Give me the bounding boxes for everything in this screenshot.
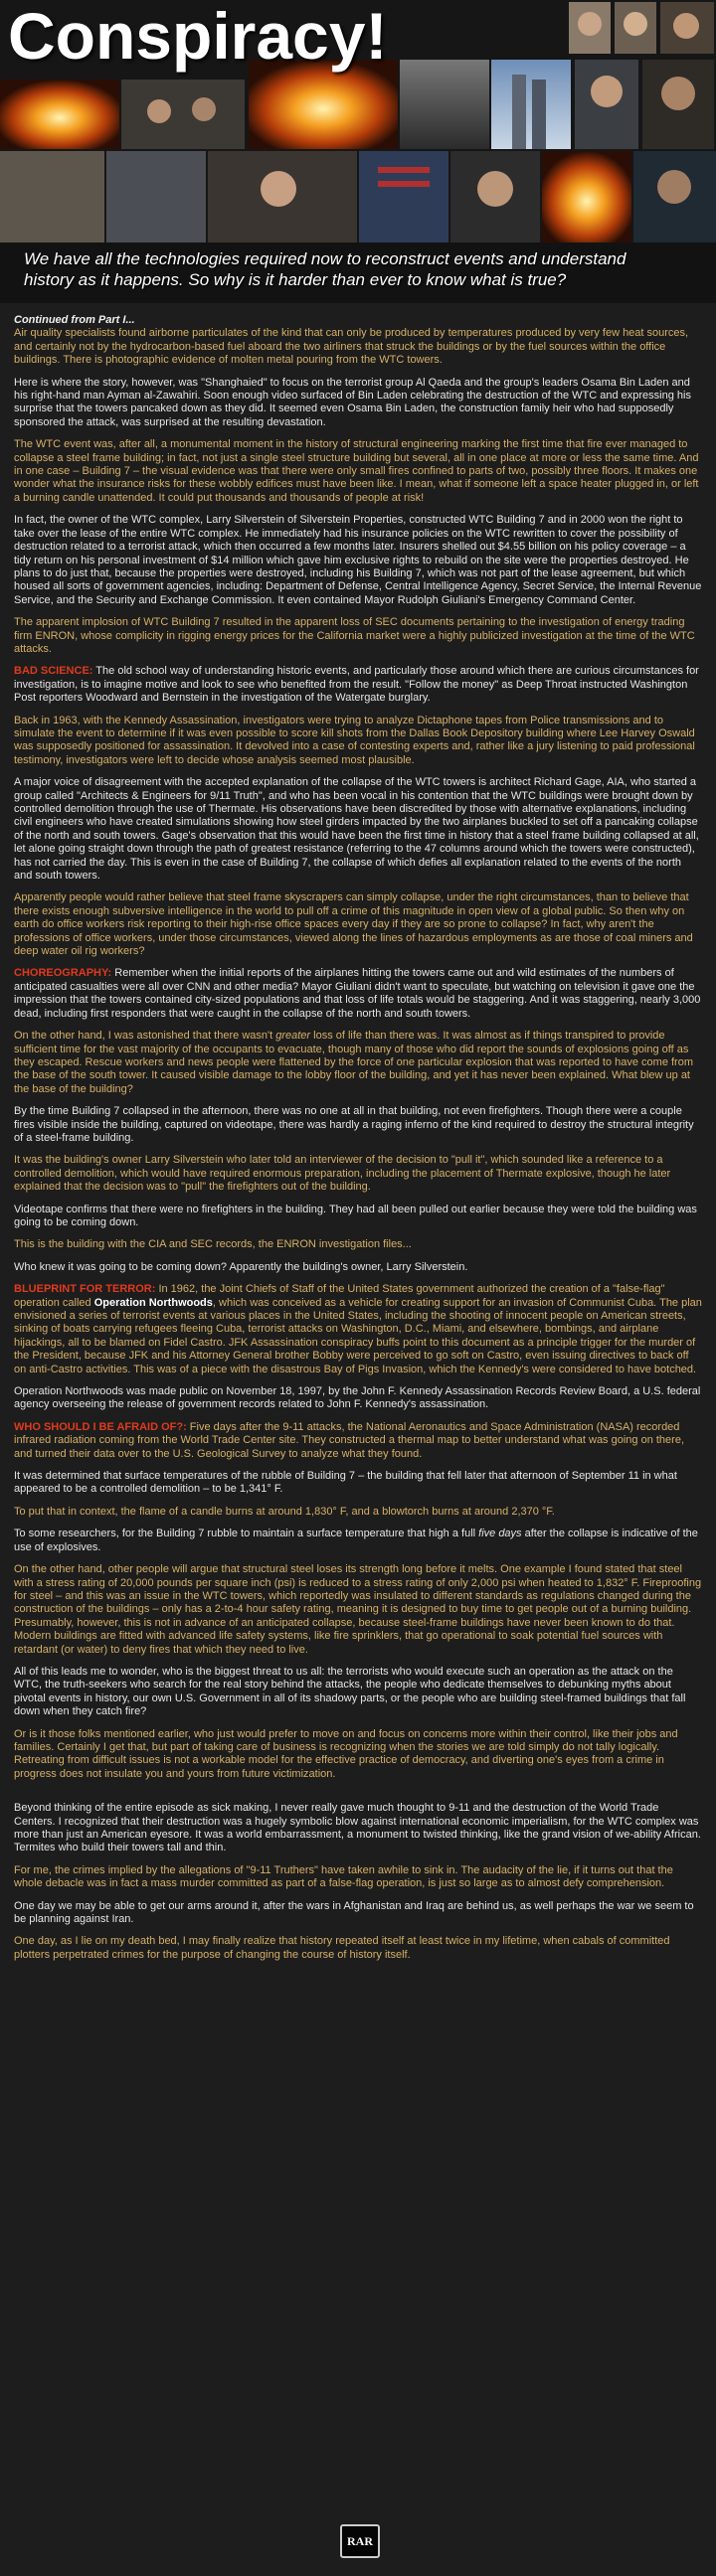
paragraph: The WTC event was, after all, a monumental moment in the history of structural engineering marking the first time that fire ever managed to collapse a steel frame building; in fact, not just a single steel structure building but several, all in one place at more or less the same time. And in one case – Building 7 – the visual evidence was that there were only small fires confined to parts of two, possibly three floors. It makes one wonder what the insurance risks for these wobbly edifices must have been like. I mean, what if someone left a space heater plugged in, or left a burning candle unattended. It could put thousands and thousands of people at risk!: [14, 438, 699, 504]
section-label-bad-science: BAD SCIENCE:: [14, 665, 93, 678]
flag-stripes: [378, 181, 430, 187]
paragraph: One day we may be able to get our arms around it, after the wars in Afghanistan and Iraq are behind us, as well perhaps the war we seem to be planning against Iran.: [14, 1899, 694, 1926]
site-logo[interactable]: RAR: [340, 2524, 380, 2558]
portrait-face: [673, 13, 699, 39]
header-banner: [0, 0, 716, 303]
paragraph: Operation Northwoods was made public on November 18, 1997, by the John F. Kennedy Assassination Records Review Board, a U.S. federal agency overseeing the release of government records related to John F. Kennedy's assassination.: [14, 1385, 701, 1411]
portrait-face: [477, 171, 513, 207]
paragraph-text: Air quality specialists found airborne particulates of the kind that can only be produced by temperatures produced by very few heat sources, and certainly not by the hydrocarbon-based fuel aboard the two airliners that struck the buildings or by the fuel sources within the office buildings. There is photographic evidence of molten metal pouring from the WTC towers.: [14, 327, 689, 367]
paragraph: Apparently people would rather believe that steel frame skyscrapers can simply collapse, under the right circumstances, than to believe that there exists enough subversive intelligence in the world to pull off a crime of this magnitude in open view of a global public. So then why on earth do office workers risk reporting to their high-rise office spaces every day if they are so prone to collapse? In fact, why aren't the professions of office workers, under those circumstances, viewed along the lines of hazardous employments as are those of coal miners and deep water oil rig workers?: [14, 891, 693, 958]
portrait-face: [147, 99, 171, 123]
portrait-face: [624, 12, 647, 36]
paragraph-text: In 1962, the Joint Chiefs of Staff of the United States government authorized the creation of a "false-flag" operation called: [14, 1283, 665, 1309]
portrait-face: [261, 171, 296, 207]
paragraph-text: On the other hand, I was astonished that there wasn't: [14, 1030, 276, 1043]
portrait-face: [578, 12, 602, 36]
paragraph-text: Five days after the 9-11 attacks, the National Aeronautics and Space Administration (NASA) recorded infrared radiation coming from the World Trade Center site. They constructed a thermal map to better understand what was going on there, and turned their data over to the U.S. Geological Survey to analyze what they found.: [14, 1420, 685, 1460]
emphasis-text: greater: [275, 1030, 311, 1043]
article-body: [14, 314, 702, 1971]
explosion-photo: [542, 151, 631, 242]
section-spacer: [14, 1790, 702, 1802]
paragraph-text: Remember when the initial reports of the airplanes hitting the towers came out and wild estimates of the numbers of anticipated casualties were all over CNN and other media? Mayor Giuliani didn't want to speculate, but watching on television it gave one the impression that the towers contained city-sized populations and that loss of life totals would be staggering. And it was staggering, nearly 3,000 dead, including first responders that were caught in the collapse of the north and south towers.: [14, 967, 701, 1020]
paragraph: [14, 1283, 702, 1376]
paragraph: All of this leads me to wonder, who is the biggest threat to us all: the terrorists who would execute such an operation as the attack on the WTC, the truth-seekers who search for the real story behind the attacks, the people who dedicate themselves to debunking myths about pivotal events in history, our own U.S. Government in all of its shadowy parts, or the people who are building steel-framed buildings that fall down when they catch fire?: [14, 1665, 686, 1718]
portrait-face: [192, 97, 216, 121]
tower-left: [512, 75, 526, 149]
paragraph: On the other hand, other people will argue that structural steel loses its strength long before it melts. One example I found stated that steel with a stress rating of 20,000 pounds per square inch (psi) is reduced to a stress rating of only 2,000 psi when heated to 1,832° F. Fireproofing for steel – and this was an issue in the WTC towers, which reportedly was insulated to different standards as regulations changed during the construction of the buildings – only has a 2-to-4 hour safety rating, meaning it is designed to buy time to get people out of a burning building. Presumably, however, this is not in advance of an anticipated collapse, because steel-frame buildings have never been known to do that. Modern buildings are fitted with advanced life safety systems, like fire sprinklers, that go operational to soak potential fuel sources with retardant (or water) to deny fires that which they need to live.: [14, 1563, 702, 1656]
intro-paragraph: [14, 314, 702, 368]
paragraph: One day, as I lie on my death bed, I may finally realize that history repeated itself at least twice in my lifetime, when cabals of committed plotters perpetrated crimes for the purpose of changing the course of history itself.: [14, 1935, 670, 1961]
document-photo: [0, 151, 104, 242]
explosion-photo: [0, 80, 119, 149]
flag-photo: [359, 151, 448, 242]
tower-right: [532, 80, 546, 149]
paragraph: In fact, the owner of the WTC complex, Larry Silverstein of Silverstein Properties, constructed WTC Building 7 and in 2000 won the right to take over the lease of the entire WTC complex. He immediately had his insurance policies on the WTC rewritten to cover the possibility of destruction related to a terrorist attack, which then occurred a few months later. Insurers shelled out $4.55 billion on his policy coverage – a tidy return on his personal investment of $14 million which gave him exclusive rights to rebuild on the site were the properties destroyed. He plans to do just that, because the properties were destroyed, including his Building 7, which was not part of the lease agreement, but which housed all sorts of government agencies, including: Department of Defense, Central Intelligence Agency, Secret Service, the Internal Revenue Service, and the Security and Exchange Commission. It even contained Mayor Rudolph Giuliani's Emergency Command Center.: [14, 514, 702, 606]
towers-photo: [491, 60, 571, 149]
section-label-afraid: WHO SHOULD I BE AFRAID OF?:: [14, 1420, 187, 1433]
building-photo: [106, 151, 206, 242]
paragraph: [14, 967, 702, 1021]
paragraph-text: To some researchers, for the Building 7 rubble to maintain a surface temperature that high a full: [14, 1528, 479, 1540]
paragraph: By the time Building 7 collapsed in the afternoon, there was no one at all in that building, not even firefighters. Though there were a couple fires visible inside the building, captured on videotape, there was hardly a raging inferno of the kind required to destroy the structural integrity of a steel-frame building.: [14, 1105, 694, 1144]
paragraph: It was the building's owner Larry Silverstein who later told an interviewer of the decision to "pull it", which sounded like a reference to a controlled demolition, which would have required enormous preparation, including the placement of Thermate explosive, though he later explained that the decision was to "pull" the firefighters out of the building.: [14, 1154, 671, 1194]
portrait-face: [591, 76, 623, 107]
paragraph: This is the building with the CIA and SEC records, the ENRON investigation files...: [14, 1238, 412, 1251]
portrait-face: [661, 77, 695, 110]
paragraph: [14, 1421, 702, 1461]
paragraph: [14, 665, 702, 705]
portrait-face: [657, 170, 691, 204]
paragraph: Or is it those folks mentioned earlier, who just would prefer to move on and focus on concerns more within their control, like their jobs and families. Certainly I get that, but part of taking care of business is recognizing when the stories we are told simply do not tally logically. Retreating from difficult issues is not a workable model for the effective practice of democracy, and diverting one's eyes from a crime in progress does not insulate you and yours from future victimization.: [14, 1727, 678, 1780]
paragraph: [14, 1030, 702, 1096]
explosion-photo: [249, 60, 398, 149]
paragraph: Beyond thinking of the entire episode as sick making, I never really gave much thought to 9-11 and the destruction of the World Trade Centers. I recognized that their destruction was a hugely symbolic blow against international economic imperialism, for the WTC complex was more than just an American eyesore. It was a world embarrassment, a monument to twisted thinking, like the grand vision of we-ability African. Termites who build their towers tall and thin.: [14, 1802, 701, 1854]
paragraph: Here is where the story, however, was "Shanghaied" to focus on the terrorist group Al Qaeda and the group's leaders Osama Bin Laden and his right-hand man Ayman al-Zawahiri. Soon enough video surfaced of Bin Laden celebrating the destruction of the WTC and expressing his surprise that the towers pancaked down as they did. It seemed even Osama Bin Laden, the construction family heir who had supposedly sponsored the attack, was surprised at the resulting devastation.: [14, 376, 691, 428]
paragraph: Videotape confirms that there were no firefighters in the building. They had all been pulled out earlier because they were told the building was going to be coming down.: [14, 1203, 697, 1228]
smoke-photo: [400, 60, 489, 149]
tagline: We have all the technologies required now to reconstruct events and understand history as it happens. So why is it harder than ever to know what is true?: [24, 249, 626, 289]
paragraph: It was determined that surface temperatures of the rubble of Building 7 – the building that fell later that afternoon of September 11 in what appeared to be a controlled demolition – to be 1,341° F.: [14, 1470, 677, 1496]
section-label-blueprint: BLUEPRINT FOR TERROR:: [14, 1283, 156, 1296]
paragraph: Who knew it was going to be coming down? Apparently the building's owner, Larry Silverstein.: [14, 1260, 468, 1273]
page-title: Conspiracy!: [8, 0, 388, 73]
paragraph: The apparent implosion of WTC Building 7 resulted in the apparent loss of SEC documents pertaining to the investigation of energy trading firm ENRON, whose complicity in rigging energy prices for the California market were a highly publicized investigation at the time of the WTC attacks.: [14, 616, 695, 655]
crowd-photo: [121, 80, 245, 149]
paragraph: Back in 1963, with the Kennedy Assassination, investigators were trying to analyze Dictaphone tapes from Police transmissions and to simulate the event to determine if it was even possible to score kill shots from the Dallas Book Depository building where Lee Harvey Oswald was supposedly positioned for assassination. It devolved into a case of contesting experts and, rather like a jury listening to paid professional testimony, investigators were left to decide whose analysis seemed most plausible.: [14, 714, 695, 766]
paragraph: To put that in context, the flame of a candle burns at around 1,830° F, and a blowtorch burns at around 2,370 °F.: [14, 1505, 555, 1518]
flag-stripes: [378, 167, 430, 173]
paragraph: [14, 1528, 702, 1554]
paragraph-text: , which was conceived as a vehicle for creating support for an invasion of Communist Cuba. The plan envisioned a series of terrorist events at various places in the United States, including the shooting of innocent people on American streets, sinking of boats carrying refugees fleeing Cuba, terrorist attacks on Washington, D.C., Miami, and elsewhere, bombings, and airplane hijackings, all to be blamed on Fidel Castro. JFK Assassination conspiracy buffs point to this document as a principle trigger for the murder of the President, because JFK and his Attorney General brother Bobby were perceived to go soft on Castro, even issuing directives to back off on anti-Castro activities. This was of a piece with the disastrous Bay of Pigs Invasion, which the Kennedy's were considered to have botched.: [14, 1296, 702, 1375]
paragraph: For me, the crimes implied by the allegations of "9-11 Truthers" have taken awhile to sink in. The audacity of the lie, if it turns out that the whole debacle was in fact a mass murder committed as part of a false-flag operation, is just so large as to almost defy comprehension.: [14, 1863, 673, 1890]
paragraph-text: loss of life than there was. It was almost as if things transpired to provide sufficient time for the vast majority of the occupants to evacuate, though many of those who did report the sounds of explosions going off as they escaped. Rescue workers and news people were flattened by the force of one particular explosion that was reported to have come from the base of the south tower. It caused visible damage to the lobby floor of the building, and yet it has never been explained. What blew up at the base of the building?: [14, 1030, 693, 1095]
continued-heading: Continued from Part I...: [14, 314, 135, 326]
paragraph-text: after the collapse is indicative of the use of explosives.: [14, 1528, 698, 1553]
section-label-choreography: CHOREOGRAPHY:: [14, 967, 112, 980]
paragraph: A major voice of disagreement with the accepted explanation of the collapse of the WTC towers is architect Richard Gage, AIA, who started a group called "Architects & Engineers for 9/11 Truth", and who has been vocal in his contention that the WTC buildings were brought down by controlled demolition through the use of Thermate. His observations have been discredited by those with alternative explanations, including civil engineers who have created simulations showing how steel girders impacted by the two airplanes buckled to set off a pancaking collapse of the north and south towers. Gage's observation that this would have been the first time in history that a steel frame building collapsed at all, let alone going straight down through the path of greatest resistance (referring to the 47 columns around which the towers were constructed), has not carried the day. This is even in the case of Building 7, the collapse of which defies all explanation related to the events of the north and south towers.: [14, 776, 699, 883]
paragraph-text: The old school way of understanding historic events, and particularly those around which there are curious circumstances for investigation, is to imagine motive and look to see who benefited from the result. "Follow the money" as Deep Throat instructed Washington Post reporters Woodward and Bernstein in the investigation of the Watergate burglary.: [14, 665, 699, 705]
emphasis-text: five days: [478, 1528, 522, 1540]
bold-text: Operation Northwoods: [93, 1296, 213, 1309]
